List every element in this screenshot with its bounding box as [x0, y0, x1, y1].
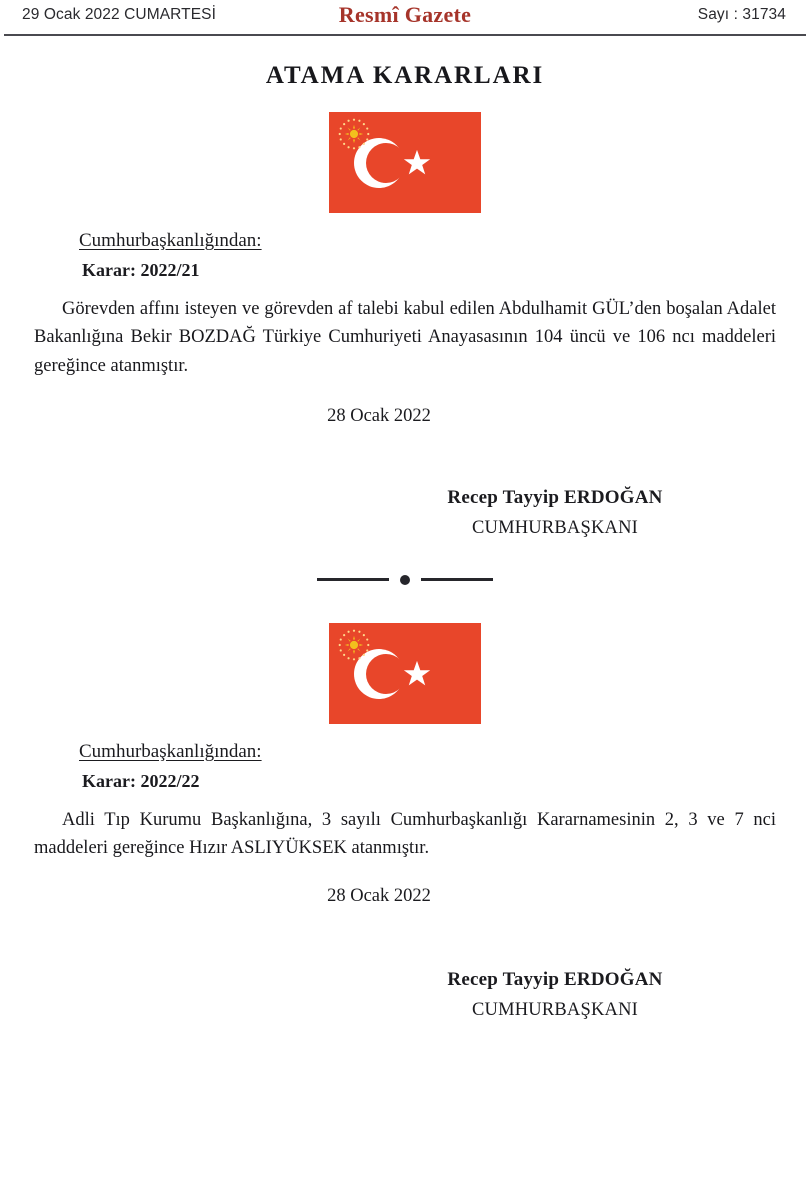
issuer-label-2: Cumhurbaşkanlığından:: [79, 740, 262, 762]
signature-block-2: [34, 969, 776, 1021]
divider-bar-right: [421, 578, 493, 581]
decision-body-2: Adli Tıp Kurumu Başkanlığına, 3 sayılı Cumhurbaşkanlığı Kararnamesinin 2, 3 ve 7 nci maddeleri gereğince Hızır ASLIYÜKSEK atanmıştır.: [34, 809, 776, 859]
signer-name-2: Recep Tayyip ERDOĞAN: [447, 969, 663, 991]
decision-date-1: 28 Ocak 2022: [327, 405, 431, 426]
signer-name-1: Recep Tayyip ERDOĞAN: [447, 486, 663, 508]
issuer-label-1: Cumhurbaşkanlığından:: [79, 230, 262, 251]
page-title: ATAMA KARARLARI: [265, 62, 545, 89]
masthead-divider: [4, 34, 806, 36]
divider-bar-left: [317, 578, 389, 581]
decision-number-1: Karar: 2022/21: [82, 260, 200, 280]
five-pointed-star-icon: [403, 660, 431, 688]
decision-date-2: 28 Ocak 2022: [327, 886, 431, 907]
masthead: [0, 0, 810, 30]
gazette-issue-number: Sayı : 31734: [697, 6, 786, 23]
five-pointed-star-icon: [403, 149, 431, 177]
presidency-sun-emblem-icon: [337, 117, 371, 151]
presidency-sun-emblem-icon: [337, 628, 371, 662]
turkish-flag-icon: [329, 112, 481, 213]
signature-block-1: [34, 487, 776, 539]
decision-block-1: [0, 112, 810, 539]
decision-block-2: [0, 623, 810, 1022]
decision-body-1: Görevden affını isteyen ve görevden af talebi kabul edilen Abdulhamit GÜL’den boşalan Adalet Bakanlığına Bekir BOZDAĞ Türkiye Cumhuriyeti Anayasasının 104 üncü ve 106 ncı maddeleri gereğince atanmıştır.: [34, 299, 776, 376]
crescent-cutout: [366, 654, 406, 694]
signer-role-2: CUMHURBAŞKANI: [471, 1000, 639, 1021]
flag-container-1: [34, 112, 776, 213]
gazette-title: Resmî Gazete: [338, 2, 472, 27]
turkish-flag-icon: [329, 623, 481, 724]
signer-role-1: CUMHURBAŞKANI: [471, 517, 639, 538]
divider-dot: [400, 575, 410, 585]
section-divider: [0, 575, 810, 585]
decision-number-2: Karar: 2022/22: [82, 770, 200, 791]
flag-container-2: [34, 623, 776, 724]
gazette-date: 29 Ocak 2022 CUMARTESİ: [22, 6, 217, 23]
crescent-cutout: [366, 143, 406, 183]
